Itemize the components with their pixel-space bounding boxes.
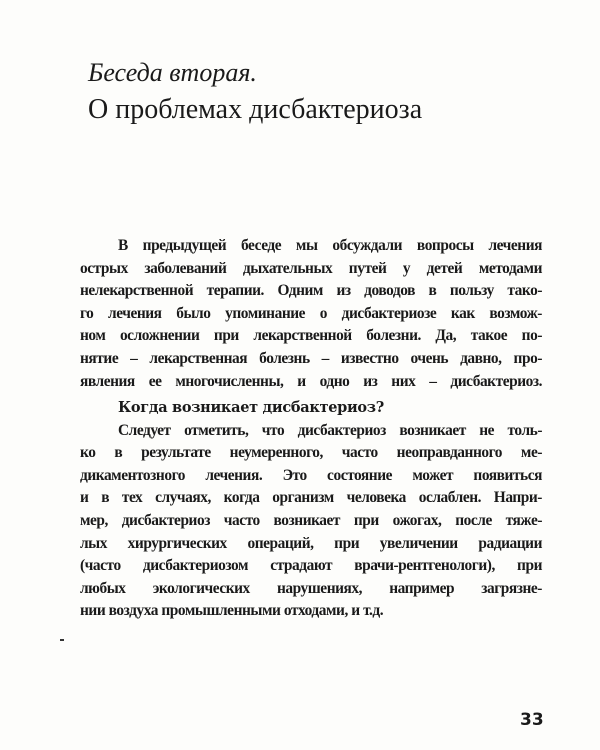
text-line: острых заболеваний дыхательных путей у детей методами [80,259,542,277]
paragraph-1 [80,235,542,393]
text-line: ко в результате неумеренного, часто неоправданного ме- [80,444,542,462]
scan-speck [60,639,64,641]
text-line: любых экологических нарушениях, например загрязне- [80,579,542,597]
text-line: явления ее многочисленны, и одно из них – дисбактериоз. [80,372,542,390]
chapter-title-line2: О проблемах дисбактериоза [88,94,423,125]
text-line: нелекарственной терапии. Одним из доводов в пользу тако- [80,282,542,300]
chapter-title-line1: Беседа вторая. [88,58,257,87]
text-line: нии воздуха промышленными отходами, и т.д. [80,602,384,620]
text-line: ном осложнении при лекарственной болезни. Да, такое по- [80,327,542,345]
text-line: (часто дисбактериозом страдают врачи-рентгенологи), при [80,557,542,575]
text-line: В предыдущей беседе мы обсуждали вопросы лечения [118,237,542,254]
page-number: 33 [520,710,544,730]
section-2 [80,397,542,623]
text-line: дикаментозного лечения. Это состояние может появиться [80,466,542,484]
text-line: Следует отметить, что дисбактериоз возникает не толь- [118,421,542,439]
text-line: мер, дисбактериоз часто возникает при ожогах, после тяже- [80,511,542,529]
text-line: го лечения было упоминание о дисбактериозе как возмож- [80,304,542,322]
text-line: нятие – лекарственная болезнь – известно очень давно, про- [80,349,542,367]
text-line: и в тех случаях, когда организм человека ослаблен. Напри- [80,489,542,507]
text-line: лых хирургических операций, при увеличении радиации [80,534,542,552]
section-heading: Когда возникает дисбактериоз? [118,399,384,416]
